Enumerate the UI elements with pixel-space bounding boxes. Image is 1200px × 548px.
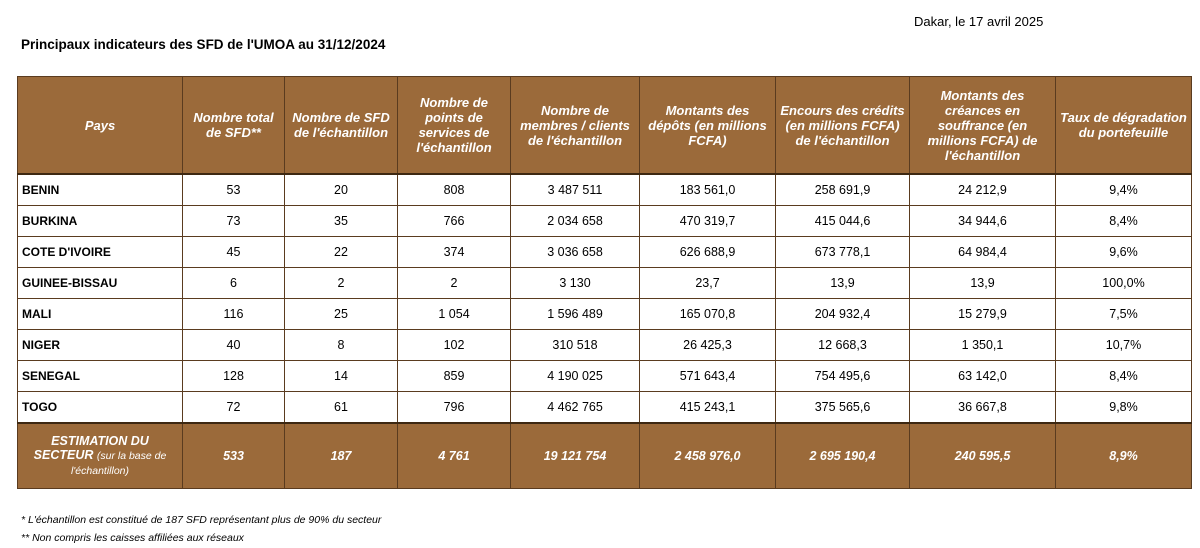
table-cell: 415 044,6 xyxy=(776,206,910,237)
table-cell: 10,7% xyxy=(1056,330,1192,361)
total-cell: 2 695 190,4 xyxy=(776,423,910,489)
country-cell: SENEGAL xyxy=(18,361,183,392)
table-cell: 2 034 658 xyxy=(511,206,640,237)
table-cell: 34 944,6 xyxy=(910,206,1056,237)
indicators-table xyxy=(17,76,1192,489)
table-cell: 9,4% xyxy=(1056,174,1192,206)
total-cell: 4 761 xyxy=(398,423,511,489)
column-header-deposits: Montants des dépôts (en millions FCFA) xyxy=(640,77,776,175)
table-cell: 15 279,9 xyxy=(910,299,1056,330)
table-cell: 14 xyxy=(285,361,398,392)
table-cell: 1 350,1 xyxy=(910,330,1056,361)
table-row xyxy=(18,206,1192,237)
table-cell: 3 130 xyxy=(511,268,640,299)
table-cell: 754 495,6 xyxy=(776,361,910,392)
table-body xyxy=(18,174,1192,423)
total-cell: 187 xyxy=(285,423,398,489)
table-cell: 102 xyxy=(398,330,511,361)
table-cell: 116 xyxy=(183,299,285,330)
table-cell: 24 212,9 xyxy=(910,174,1056,206)
table-cell: 8 xyxy=(285,330,398,361)
table-footer xyxy=(18,423,1192,489)
table-cell: 310 518 xyxy=(511,330,640,361)
country-cell: NIGER xyxy=(18,330,183,361)
column-header-bad-debts: Montants des créances en souffrance (en millions FCFA) de l'échantillon xyxy=(910,77,1056,175)
table-cell: 13,9 xyxy=(910,268,1056,299)
column-header-credits: Encours des crédits (en millions FCFA) de l'échantillon xyxy=(776,77,910,175)
table-cell: 4 190 025 xyxy=(511,361,640,392)
table-cell: 571 643,4 xyxy=(640,361,776,392)
table-cell: 63 142,0 xyxy=(910,361,1056,392)
table-cell: 53 xyxy=(183,174,285,206)
total-label-cell xyxy=(18,423,183,489)
table-cell: 470 319,7 xyxy=(640,206,776,237)
table-cell: 3 487 511 xyxy=(511,174,640,206)
total-cell: 2 458 976,0 xyxy=(640,423,776,489)
table-cell: 9,6% xyxy=(1056,237,1192,268)
table-cell: 6 xyxy=(183,268,285,299)
country-cell: BENIN xyxy=(18,174,183,206)
table-cell: 258 691,9 xyxy=(776,174,910,206)
table-cell: 36 667,8 xyxy=(910,392,1056,424)
table-row xyxy=(18,268,1192,299)
table-cell: 45 xyxy=(183,237,285,268)
column-header-degradation-rate: Taux de dégradation du portefeuille xyxy=(1056,77,1192,175)
column-header-sfd-sample: Nombre de SFD de l'échantillon xyxy=(285,77,398,175)
table-row xyxy=(18,392,1192,424)
footnote-sample: * L'échantillon est constitué de 187 SFD représentant plus de 90% du secteur xyxy=(21,514,382,526)
table-cell: 859 xyxy=(398,361,511,392)
table-cell: 61 xyxy=(285,392,398,424)
table-row xyxy=(18,174,1192,206)
table-cell: 7,5% xyxy=(1056,299,1192,330)
total-label: ESTIMATION DU SECTEUR xyxy=(33,434,149,462)
table-cell: 626 688,9 xyxy=(640,237,776,268)
column-header-service-points: Nombre de points de services de l'échantillon xyxy=(398,77,511,175)
country-cell: MALI xyxy=(18,299,183,330)
table-cell: 22 xyxy=(285,237,398,268)
table-cell: 64 984,4 xyxy=(910,237,1056,268)
table-cell: 35 xyxy=(285,206,398,237)
table-cell: 165 070,8 xyxy=(640,299,776,330)
table-cell: 204 932,4 xyxy=(776,299,910,330)
table-cell: 1 054 xyxy=(398,299,511,330)
table-cell: 183 561,0 xyxy=(640,174,776,206)
column-header-total-sfd: Nombre total de SFD** xyxy=(183,77,285,175)
total-cell: 8,9% xyxy=(1056,423,1192,489)
table-cell: 73 xyxy=(183,206,285,237)
table-cell: 72 xyxy=(183,392,285,424)
table-cell: 2 xyxy=(398,268,511,299)
table-cell: 128 xyxy=(183,361,285,392)
total-note: (sur la base de l'échantillon) xyxy=(70,450,167,477)
table-cell: 8,4% xyxy=(1056,361,1192,392)
page-title: Principaux indicateurs des SFD de l'UMOA au 31/12/2024 xyxy=(21,37,386,52)
table-cell: 12 668,3 xyxy=(776,330,910,361)
total-cell: 533 xyxy=(183,423,285,489)
table-cell: 766 xyxy=(398,206,511,237)
footnote-networks: ** Non compris les caisses affiliées aux réseaux xyxy=(21,532,244,544)
table-cell: 2 xyxy=(285,268,398,299)
table-cell: 415 243,1 xyxy=(640,392,776,424)
table-cell: 100,0% xyxy=(1056,268,1192,299)
table-header xyxy=(18,77,1192,175)
table-cell: 25 xyxy=(285,299,398,330)
table-row xyxy=(18,361,1192,392)
total-cell: 19 121 754 xyxy=(511,423,640,489)
table-row xyxy=(18,237,1192,268)
table-cell: 26 425,3 xyxy=(640,330,776,361)
total-cell: 240 595,5 xyxy=(910,423,1056,489)
table-cell: 4 462 765 xyxy=(511,392,640,424)
table-cell: 9,8% xyxy=(1056,392,1192,424)
country-cell: TOGO xyxy=(18,392,183,424)
report-date: Dakar, le 17 avril 2025 xyxy=(914,14,1044,29)
table-cell: 13,9 xyxy=(776,268,910,299)
table-cell: 8,4% xyxy=(1056,206,1192,237)
table-cell: 796 xyxy=(398,392,511,424)
country-cell: GUINEE-BISSAU xyxy=(18,268,183,299)
table-cell: 673 778,1 xyxy=(776,237,910,268)
table-cell: 808 xyxy=(398,174,511,206)
table-cell: 23,7 xyxy=(640,268,776,299)
table-cell: 1 596 489 xyxy=(511,299,640,330)
country-cell: COTE D'IVOIRE xyxy=(18,237,183,268)
table-cell: 374 xyxy=(398,237,511,268)
table-cell: 375 565,6 xyxy=(776,392,910,424)
country-cell: BURKINA xyxy=(18,206,183,237)
column-header-pays: Pays xyxy=(18,77,183,175)
total-row xyxy=(18,423,1192,489)
table-cell: 3 036 658 xyxy=(511,237,640,268)
table-row xyxy=(18,299,1192,330)
column-header-members: Nombre de membres / clients de l'échantillon xyxy=(511,77,640,175)
table-cell: 40 xyxy=(183,330,285,361)
table-row xyxy=(18,330,1192,361)
table-cell: 20 xyxy=(285,174,398,206)
